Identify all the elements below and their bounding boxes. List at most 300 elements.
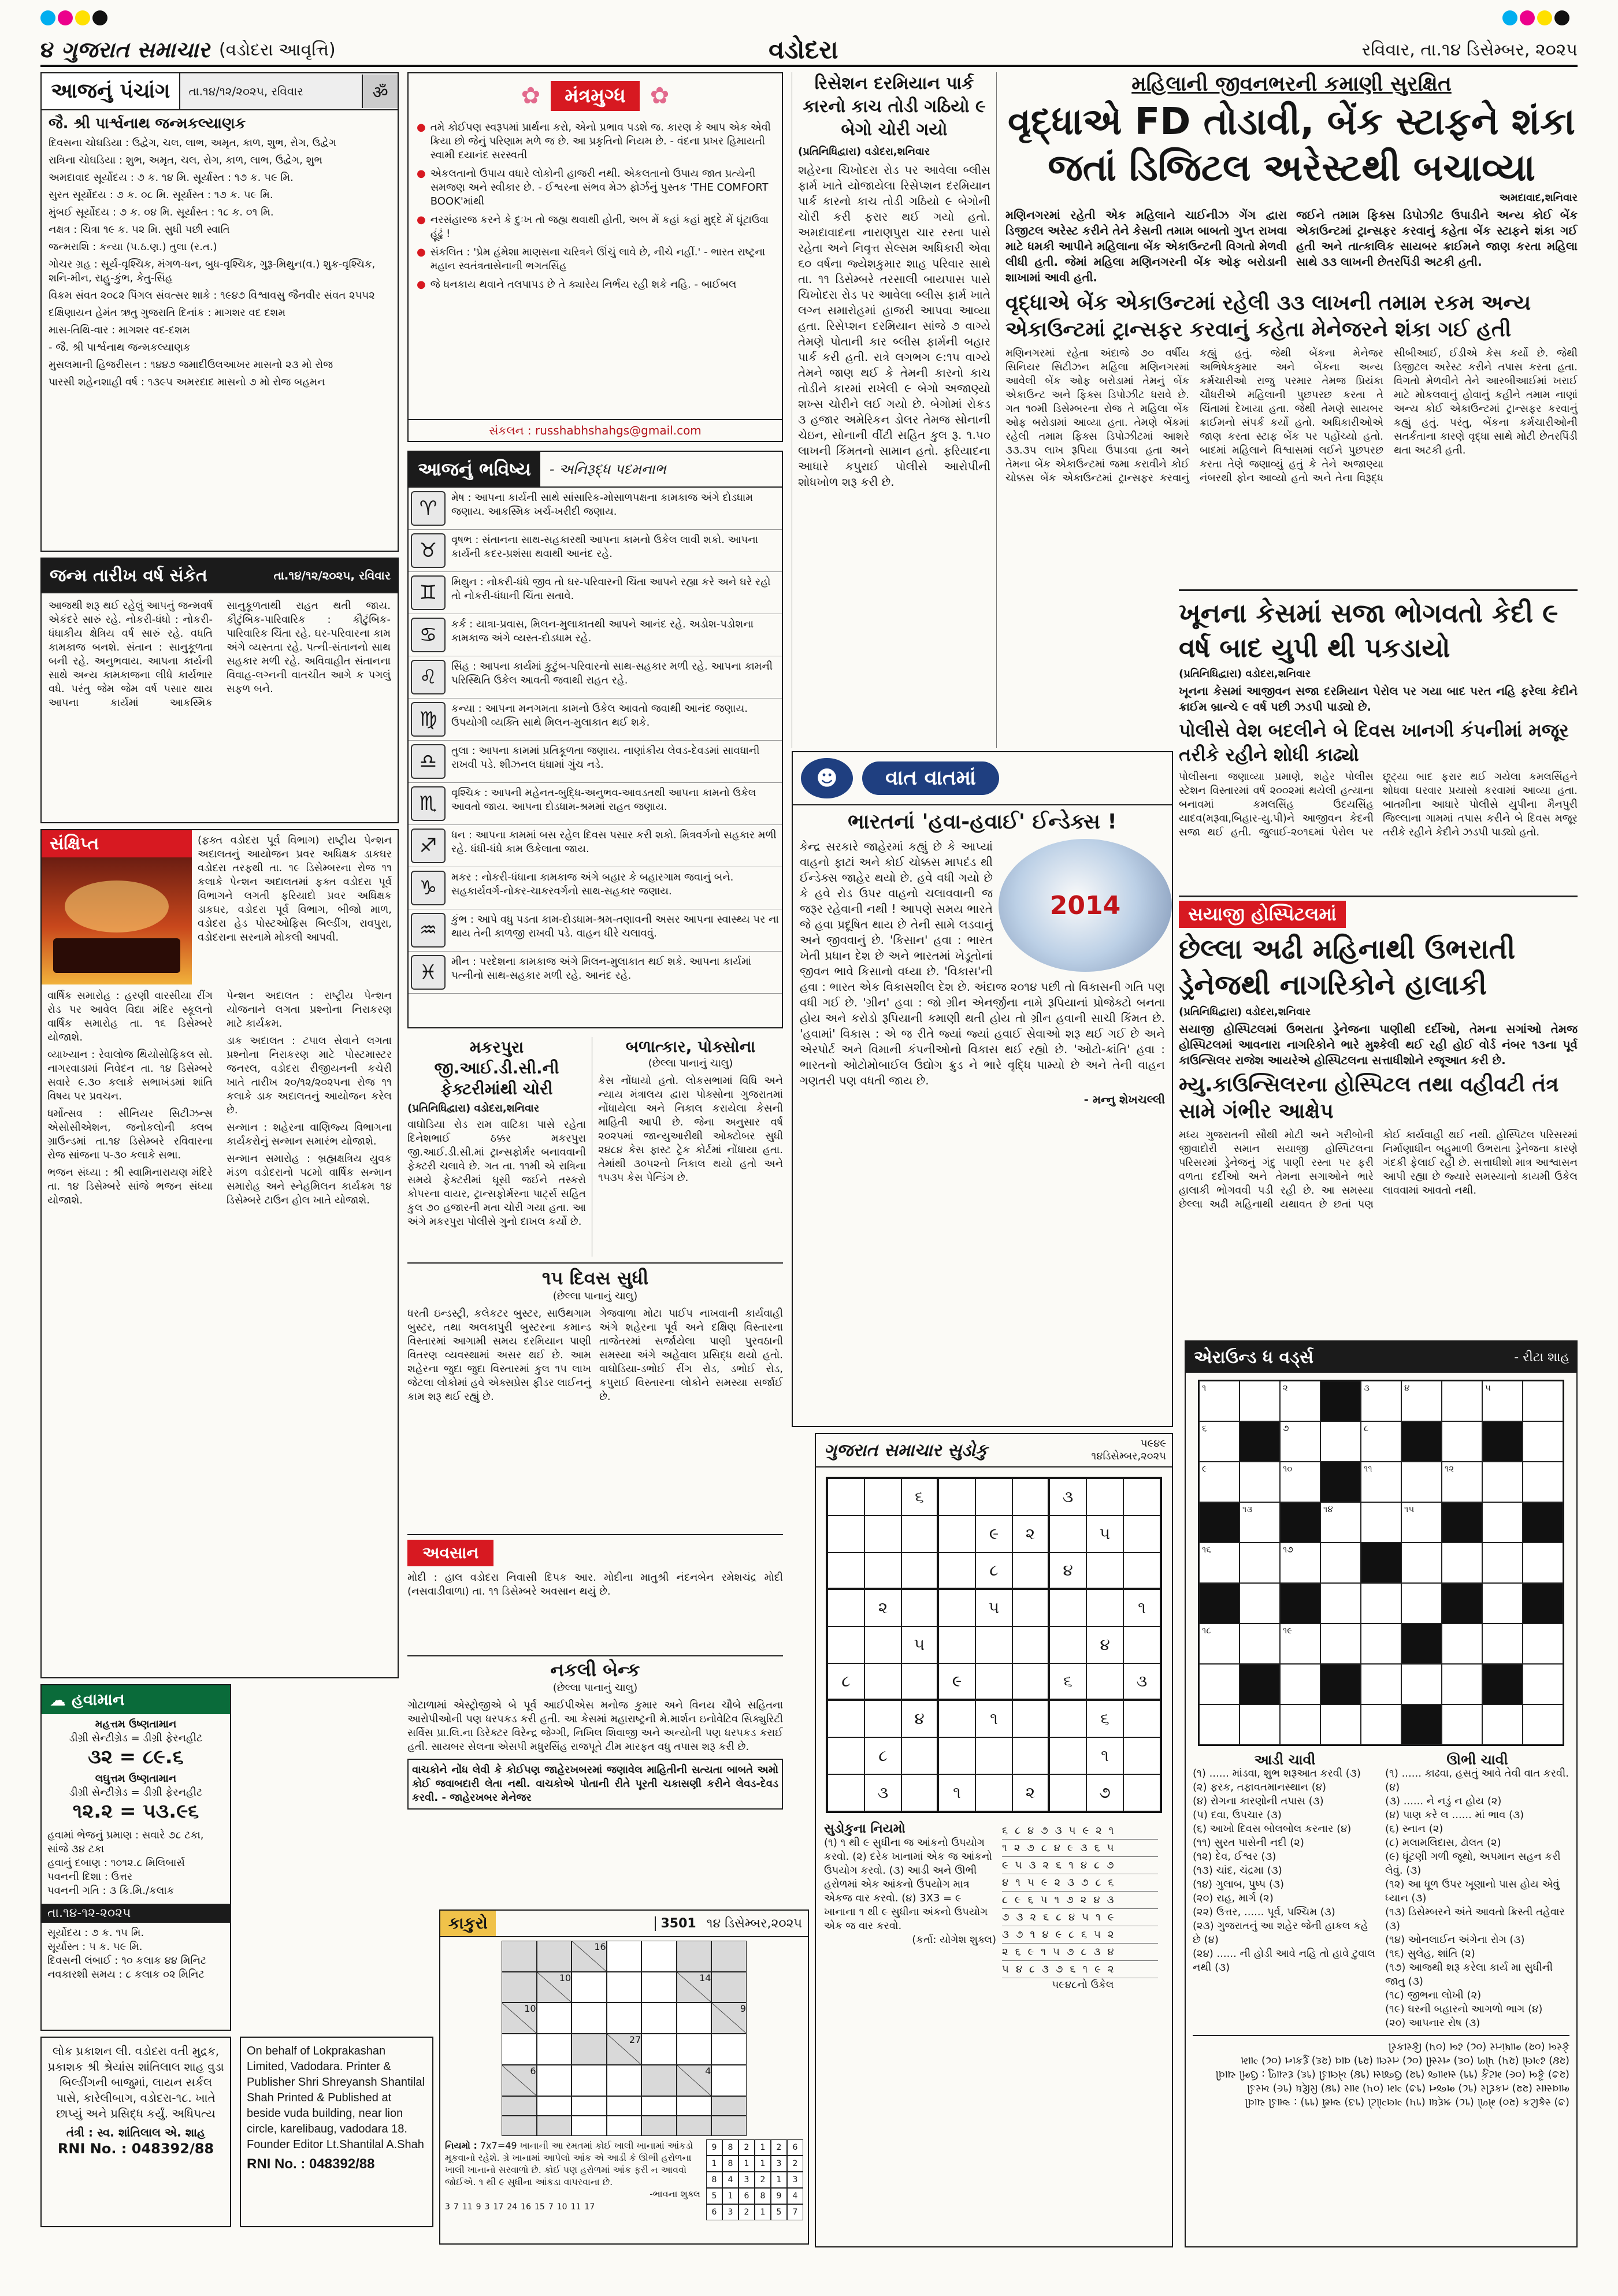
kakuro-input-cell[interactable] — [677, 2096, 712, 2116]
crossword-input-cell[interactable] — [1361, 1421, 1401, 1462]
mantra-item — [417, 278, 774, 292]
sudoku-empty-cell[interactable] — [1123, 1515, 1160, 1552]
sudoku-empty-cell[interactable] — [938, 1737, 975, 1774]
kakuro-grid — [502, 1941, 747, 2136]
zodiac-text: સિંહ : આપના કાર્યમાં કુટુંબ-પરિવારનો સાથ-સહકાર મળી રહે. આપના કામની પરિસ્થિતિ ઉકેલ આવતી જવાથી રાહત રહે. — [451, 660, 773, 686]
lead-dateline: અમદાવાદ,શનિવાર — [1500, 192, 1578, 204]
sudoku-empty-cell[interactable] — [1086, 1589, 1123, 1626]
sudoku-empty-cell[interactable] — [827, 1589, 864, 1626]
crossword-input-cell[interactable] — [1199, 1623, 1240, 1664]
crossword-input-cell[interactable] — [1280, 1381, 1320, 1421]
weather-min-units: ડીગ્રી સેન્ટીગ્રેડ = ડીગ્રી ફેરનહીટ — [69, 1786, 203, 1799]
sudoku-empty-cell[interactable] — [975, 1663, 1012, 1700]
kakuro-solution-cell: 6 — [706, 2204, 722, 2220]
sudoku-given-cell: ૫ — [1086, 1515, 1123, 1552]
sudoku-given-cell: ૧ — [938, 1774, 975, 1811]
crossword-input-cell[interactable] — [1361, 1502, 1401, 1543]
kakuro-number: 3501 — [655, 1916, 700, 1931]
kakuro-clue-cell: 9 — [711, 2003, 747, 2034]
crossword-input-cell[interactable] — [1401, 1543, 1442, 1583]
registration-mark-black — [1554, 10, 1569, 25]
crossword-input-cell[interactable] — [1240, 1704, 1280, 1745]
crossword-input-cell[interactable] — [1482, 1381, 1523, 1421]
kakuro-solution-cell: 2 — [739, 2139, 755, 2156]
sudoku-empty-cell[interactable] — [1049, 1589, 1086, 1626]
kakuro-clue-cell: 14 — [677, 1972, 712, 2003]
crossword-clue-number: ૧૧ — [1364, 1463, 1372, 1474]
kakuro-extra-clue: 15 — [535, 2202, 545, 2212]
down-clue: (૧૭) આજથી શરૂ કરેલા કાર્ય મા સુધીની જાતુ (૩) — [1385, 1961, 1553, 1987]
sudoku-empty-cell[interactable] — [864, 1478, 901, 1515]
sudoku-empty-cell[interactable] — [1049, 1700, 1086, 1737]
kakuro-solution-grid — [706, 2139, 803, 2220]
sudoku-empty-cell[interactable] — [864, 1700, 901, 1737]
kakuro-input-cell[interactable] — [711, 2034, 747, 2065]
across-title: આડી ચાવી — [1254, 1752, 1316, 1768]
crossword-input-cell[interactable] — [1199, 1704, 1240, 1745]
khun-lead: ખૂનના કેસમાં આજીવન સજા દરમિયાન પેરોલ પર ગયા બાદ પરત નહિ ફરેલા કેદીને ક્રાઈમ બ્રાન્ચે ૯ વર્ષ પછી ઝડપી પાડ્યો છે. — [1179, 684, 1578, 714]
sudoku-empty-cell[interactable] — [864, 1552, 901, 1589]
across-clue: (૧૧) સુરત પાસેની નદી (૨) — [1193, 1837, 1304, 1849]
crossword-clue-number: ૮ — [1364, 1423, 1369, 1433]
sudoku-empty-cell[interactable] — [901, 1737, 938, 1774]
kakuro-input-cell[interactable] — [677, 2034, 712, 2065]
down-clue: (૪) પાણ કરે લ ...... માં ભાવ (૩) — [1385, 1809, 1524, 1821]
crossword-input-cell[interactable] — [1361, 1583, 1401, 1623]
kakuro-extra-clue: 16 — [521, 2202, 531, 2212]
across-clue-list — [1193, 1767, 1377, 1975]
sudoku-empty-cell[interactable] — [827, 1478, 864, 1515]
sudoku-empty-cell[interactable] — [864, 1663, 901, 1700]
sudoku-answer-grid — [1002, 1822, 1164, 1978]
crossword-grid — [1198, 1380, 1564, 1746]
crossword-clue-number: ૬ — [1202, 1423, 1207, 1433]
kakuro-extra-clue: 7 — [548, 2202, 554, 2212]
sudoku-given-cell: ૮ — [975, 1552, 1012, 1589]
crossword-answer-line: (૨૭) ફૈબ (૦૯) મટકું (૧૧) સમાજ (૧૨) ઉજાસ (૧૪) ખેલાડી (૧૬) દયાળુ : ઉભી ચાવી — [1215, 2068, 1569, 2080]
zodiac-item — [409, 783, 782, 825]
vaat-headline: ભારતનાં 'હવા-હવાઈ' ઈન્ડેક્સ ! — [848, 810, 1117, 834]
kakuro-solution-cell: 6 — [787, 2139, 803, 2156]
sudoku-empty-cell[interactable] — [827, 1774, 864, 1811]
sudoku-empty-cell[interactable] — [901, 1774, 938, 1811]
sankshipt-box — [40, 829, 399, 1678]
kakuro-solution-cell: 3 — [722, 2204, 739, 2220]
crossword-input-cell[interactable] — [1442, 1421, 1482, 1462]
birthday-text: આજથી શરૂ થઈ રહેલું આપનું જન્મવર્ષ એકંદરે સારું રહે. નોકરી-ધંધો : નોકરી-ધંધાકીય ક્ષેત્રિય વર્ષ સારું રહે. વધતિ કામકાજ બનશે. સંતાન : સાનુકૂળતા બની રહે. અનુભવાય. આપના કાર્યની સાથે અન્ય કામકાજના લીધે કાર્યભાર વધે. પરંતુ જેમ જેમ વર્ષ પસાર થાય આપના કાર્યમાં આકસ્મિક સાનુકૂળતાથી રાહત થતી જાય. કૌટુંબિક-પારિવારિક : કૌટુંબિક-પારિવારિક ચિંતા રહે. ઘર-પરિવારના કામ અંગે વ્યસ્તતા રહે. પત્ની-સંતાનનો સાથ સહકાર મળી રહે. અવિવાહીત સંતાનના વિવાહ-લગ્નની વાતચીત આગે ક પગલું સફળ બને. — [49, 600, 391, 709]
crossword-clue-number: ૧૬ — [1202, 1544, 1211, 1555]
lead-headline-line-2: જતાં ડિજિટલ અરેસ્ટથી બચાવ્યા — [1048, 147, 1535, 190]
crossword-input-cell[interactable] — [1523, 1664, 1563, 1704]
down-clue: (૬) સ્નાન (૨) — [1385, 1823, 1443, 1835]
birthday-title: જન્મ તારીખ વર્ષ સંકેત — [50, 565, 207, 586]
crossword-input-cell[interactable] — [1240, 1462, 1280, 1502]
crossword-black-cell — [1240, 1664, 1280, 1704]
sudoku-empty-cell[interactable] — [1012, 1589, 1049, 1626]
registration-mark-black — [92, 10, 107, 25]
crossword-input-cell[interactable] — [1280, 1704, 1320, 1745]
crossword-input-cell[interactable] — [1401, 1502, 1442, 1543]
kakuro-blank-cell — [641, 2065, 677, 2096]
crossword-input-cell[interactable] — [1482, 1543, 1523, 1583]
kakuro-input-cell[interactable] — [537, 2096, 572, 2116]
crossword-input-cell[interactable] — [1401, 1381, 1442, 1421]
sudoku-empty-cell[interactable] — [864, 1515, 901, 1552]
weather-date: તા.૧૪-૧૨-૨૦૨૫ — [42, 1904, 230, 1923]
kakuro-solution-cell: 7 — [787, 2204, 803, 2220]
sudoku-empty-cell[interactable] — [1123, 1552, 1160, 1589]
crossword-clue-number: ૧૩ — [1242, 1504, 1253, 1514]
sun-time-line: સૂર્યાસ્ત : ૫ ક. ૫૯ મિ. — [47, 1941, 143, 1953]
sudoku-empty-cell[interactable] — [938, 1626, 975, 1663]
kakuro-input-cell[interactable] — [607, 2065, 642, 2096]
crossword-input-cell[interactable] — [1361, 1704, 1401, 1745]
sankshipt-item: પેન્શન અદાલત : રાષ્ટ્રીય પેન્શન યોજનાને લગતા પ્રશ્નોના નિરાકરણ માટે કાર્યક્રમ. — [227, 990, 392, 1030]
kakuro-solution-cell: 1 — [706, 2156, 722, 2172]
sudoku-rules-title: સુડોકુના નિયમો — [824, 1822, 906, 1836]
sudoku-empty-cell[interactable] — [975, 1774, 1012, 1811]
bullet-icon: ● — [417, 168, 426, 180]
crossword-input-cell[interactable] — [1320, 1502, 1361, 1543]
sudoku-empty-cell[interactable] — [1012, 1552, 1049, 1589]
kakuro-input-cell[interactable] — [572, 2003, 607, 2034]
down-clue: (૨૦) આપનાર રોષ (૩) — [1385, 2017, 1480, 2029]
sudoku-empty-cell[interactable] — [901, 1589, 938, 1626]
crossword-input-cell[interactable] — [1482, 1623, 1523, 1664]
sudoku-empty-cell[interactable] — [901, 1552, 938, 1589]
kakuro-extra-clue: 17 — [584, 2202, 595, 2212]
sankshipt-item: સન્માન : શહેરના વાણિજ્ય વિભાગના કાર્યકરોનું સન્માન સમારંભ યોજાશે. — [227, 1121, 392, 1147]
sudoku-empty-cell[interactable] — [901, 1515, 938, 1552]
sudoku-empty-cell[interactable] — [1012, 1737, 1049, 1774]
khun-body: પોલીસના જણાવ્યા પ્રમાણે, શહેર પોલીસ સ્ટેશન વિસ્તારમાં વર્ષ ૨૦૦૨માં થયેલી હત્યાના બનાવમાં કમલસિંહ ઉદયસિંહ યાદવ(મરૂવા,બિહાર-યુ.પી)ને આજીવન કેદની સજા થઈ હતી. જુલાઈ-૨૦૧૬માં પેરોલ પર છૂટ્યા બાદ ફરાર થઈ ગયેલા કમલસિંહને શોધવા ઘરવાર પ્રયાસો કરવામાં આવ્યા હતા. બાતમીના આધારે પોલીસે યુપીના મૈનપુરી જિલ્લાના ગામમાં તપાસ કરીને બે દિવસ મજૂર તરીકે રહીને કેદીને ઝડપી પાડ્યો હતો. — [1179, 771, 1578, 838]
crossword-black-cell — [1320, 1664, 1361, 1704]
zodiac-sign-icon: ♒ — [411, 913, 446, 948]
kakuro-input-cell[interactable] — [641, 1972, 677, 2003]
crossword-input-cell[interactable] — [1523, 1543, 1563, 1583]
kakuro-input-cell[interactable] — [607, 2096, 642, 2116]
kakuro-extra-clue: 11 — [462, 2202, 473, 2212]
zodiac-sign-icon: ♎ — [411, 744, 446, 779]
sudoku-empty-cell[interactable] — [938, 1700, 975, 1737]
sudoku-given-cell: ૮ — [827, 1663, 864, 1700]
sudoku-given-cell: ૪ — [901, 1700, 938, 1737]
sayaji-byline: (પ્રતિનિધિદ્વારા) વડોદરા,શનિવાર — [1179, 1006, 1311, 1018]
crossword-input-cell[interactable] — [1240, 1381, 1280, 1421]
crossword-black-cell — [1442, 1502, 1482, 1543]
registration-mark-magenta — [58, 10, 73, 25]
crossword-input-cell[interactable] — [1523, 1704, 1563, 1745]
crossword-title: એરાઉન્ડ ધ વર્ડ્સ — [1194, 1347, 1314, 1368]
fifteen-headline: ૧૫ દિવસ સુધી — [541, 1267, 649, 1289]
crossword-input-cell[interactable] — [1320, 1623, 1361, 1664]
crossword-input-cell[interactable] — [1523, 1381, 1563, 1421]
panchang-line: મુસલમાની હિજરીસન : ૧૪૪૭ જમાદીઉલઆખર માસનો ૨૩ મો રોજ — [49, 359, 333, 371]
crossword-input-cell[interactable] — [1361, 1381, 1401, 1421]
crossword-black-cell — [1240, 1421, 1280, 1462]
sudoku-empty-cell[interactable] — [1086, 1663, 1123, 1700]
kakuro-blank-cell — [537, 1941, 572, 1972]
panchang-line: દક્ષિણાયન હેમંત ઋતુ ગુજરાતિ દિનાંક : માગશર વદ દશમ — [49, 307, 286, 319]
panchang-line: દિવસના ચોઘડિયા : ઉદ્વેગ, ચલ, લાભ, અમૃત, કાળ, શુભ, રોગ, ઉદ્વેગ — [49, 137, 337, 149]
crossword-input-cell[interactable] — [1320, 1421, 1361, 1462]
crossword-black-cell — [1401, 1623, 1442, 1664]
kakuro-input-cell[interactable] — [572, 2096, 607, 2116]
kakuro-input-cell[interactable] — [502, 2034, 537, 2065]
crossword-input-cell[interactable] — [1240, 1543, 1280, 1583]
kakuro-solution-cell: 1 — [755, 2156, 771, 2172]
crossword-input-cell[interactable] — [1280, 1623, 1320, 1664]
nakli-headline: નકલી બેન્ક — [550, 1659, 640, 1681]
crossword-input-cell[interactable] — [1199, 1664, 1240, 1704]
kakuro-input-cell[interactable] — [572, 1972, 607, 2003]
zodiac-text: કુંભ : આપે વધુ પડતા કામ-દોડધામ-શ્રમ-તણાવની અસર આપના સ્વાસ્થ્ય પર ના થાય તેની કાળજી રાખવી પડે. વાહન ધીરે ચલાવવું. — [451, 913, 779, 939]
sudoku-empty-cell[interactable] — [975, 1626, 1012, 1663]
kakuro-input-cell[interactable] — [607, 2116, 642, 2136]
kakuro-input-cell[interactable] — [711, 2065, 747, 2096]
mantra-item — [417, 121, 774, 162]
crossword-input-cell[interactable] — [1523, 1462, 1563, 1502]
crossword-input-cell[interactable] — [1523, 1623, 1563, 1664]
across-clue: (૧૩) ચાંદ, ચંદ્રમા (૩) — [1193, 1864, 1282, 1877]
across-clue: (૨૩) ગુજરાતનું આ શહેર જેની હાકલ કહે છે (૪) — [1193, 1920, 1368, 1946]
across-clue: (૨) ફરક, તફાવતમાનસ્થાન (૪) — [1193, 1781, 1326, 1793]
makarpura-article — [407, 1037, 592, 1257]
crossword-answer-line: (૭) સ્ફટિક (૨૦) મેળો (૧૮) શ્રદ્ધા (૧૫) ગલગોટો (૧૩) અર્થ (૧૧) : આડી ચાવી — [1245, 2096, 1569, 2108]
crossword-input-cell[interactable] — [1482, 1502, 1523, 1543]
crossword-input-cell[interactable] — [1361, 1623, 1401, 1664]
kakuro-input-cell[interactable] — [572, 2116, 607, 2136]
crossword-input-cell[interactable] — [1361, 1462, 1401, 1502]
kakuro-solution-cell: 1 — [755, 2139, 771, 2156]
crossword-input-cell[interactable] — [1442, 1704, 1482, 1745]
crossword-clue-number: ૧૦ — [1283, 1463, 1293, 1474]
kakuro-input-cell[interactable] — [537, 2003, 572, 2034]
kakuro-input-cell[interactable] — [641, 2034, 677, 2065]
sudoku-empty-cell[interactable] — [938, 1478, 975, 1515]
kakuro-extra-clue: 3 — [445, 2202, 450, 2212]
crossword-input-cell[interactable] — [1482, 1462, 1523, 1502]
zodiac-item — [409, 867, 782, 909]
sudoku-answer-row: ૯૫૩૨૬૧૪૮૭ — [1002, 1857, 1158, 1874]
weather-line: પવનની દિશા : ઉત્તર — [47, 1871, 133, 1883]
crossword-answer-line: ભાવસાર (૨૨) તકદીર (૧૮) ભજન (૧૭) ગમ (૦૫) માર (૧૪) રિદ્ધિ (૧૯) ખરડી — [1246, 2082, 1569, 2094]
across-clue: (૫) દવા, ઉપચાર (૩) — [1193, 1809, 1282, 1821]
kakuro-blank-cell — [711, 2116, 747, 2136]
nakli-sub: (છેલ્લા પાનાનું ચાલુ) — [552, 1682, 638, 1694]
makarpura-headline: મકરપુરા જી.આઈ.ડી.સી.ની ફેક્ટરીમાંથી ચોરી — [434, 1038, 559, 1098]
lotus-icon: ✿ — [521, 83, 541, 109]
crossword-input-cell[interactable] — [1442, 1381, 1482, 1421]
sudoku-empty-cell[interactable] — [827, 1515, 864, 1552]
crossword-input-cell[interactable] — [1199, 1421, 1240, 1462]
crossword-input-cell[interactable] — [1361, 1664, 1401, 1704]
crossword-input-cell[interactable] — [1199, 1543, 1240, 1583]
zodiac-sign-icon: ♐ — [411, 829, 446, 863]
crossword-answer-line: ફેરબ (૦૨) ભાષાંતર (૦૮) ઢબ (૦૫) ફિરાકરી — [1388, 2041, 1569, 2053]
crossword-input-cell[interactable] — [1240, 1583, 1280, 1623]
vaat-body: કેન્દ્ર સરકારે જાહેરમાં કહ્યું છે કે આપ્યાં વાહનો ફાટાં અને કોઈ ચોક્કસ માપદંડ થી ઈન્ડેક્સ જાહેર થયો છે. હવે વધી ગયો છે કે હવે રોડ ઉપર વાહનો ચલાવવાની જ જરૂર રહેવાની નથી ! આપણે સમય ભારતે જે હવા પ્રદૂષિત થાય છે તેની સામે લડવાનું અને જીવવાનું છે. 'કિસાન' હવા : ભારત ખેતી પ્રધાન દેશ છે અને ભારતમાં ખેડૂતોનાં જીવન ભાવે કિસાનો વધ્યા છે. 'વિકાસ'ની હવા : ભારત એક વિકાસશીલ દેશ છે. અંદાજ ૨૦૧૪ પછી તો વિકાસની ગતિ પણ વધી ગઈ છે. 'ગ્રીન' હવા : જો ગ્રીન એનર્જીના નામે રૂપિયાનાં પ્રોજેક્ટો બનતા હોય અને કરોડો રૂપિયાની કમાણી થતી હોય તો ગ્રીન હવાની સાચી કિંમત છે. 'હવામાં' વિકાસ : એ જ રીતે જ્યાં જ્યાં હવાઈ સેવાઓ શરૂ થઈ ગઈ છે અને એરપોર્ટ અને વિમાની કંપનીઓનો વિકાસ થઈ રહ્યો છે. 'ઓટો-ક્રાંતિ' હવા : ભારતનો ઓટોમોબાઈલ ઉદ્યોગ ક્રુડ ને ભારે વૃદ્ધિ પામ્યો છે અને તેની વાહન ગણતરી પણ વધતી જાય છે. — [800, 839, 1165, 1087]
kakuro-input-cell[interactable] — [607, 1972, 642, 2003]
kakuro-title: કાકુરો — [440, 1911, 496, 1936]
crossword-black-cell — [1401, 1421, 1442, 1462]
crossword-input-cell[interactable] — [1442, 1543, 1482, 1583]
panchang-title: આજનું પંચાંગ — [42, 73, 180, 109]
sudoku-empty-cell[interactable] — [938, 1515, 975, 1552]
sudoku-given-cell: ૯ — [975, 1515, 1012, 1552]
imprint-right-text: On behalf of Lokprakashan Limited, Vadodara. Printer & Publisher Shri Shreyansh Shantilal Shah Printed & Published at beside vuda building, near lion circle, karelibaug, vadodara 18. Founder Editor Lt.Shantilal A.Shah — [247, 2045, 425, 2151]
sudoku-answer-row: ૫૪૮૩૭૬૧૯૨ — [1002, 1961, 1158, 1978]
sudoku-empty-cell[interactable] — [827, 1552, 864, 1589]
sudoku-empty-cell[interactable] — [1123, 1737, 1160, 1774]
crossword-input-cell[interactable] — [1401, 1462, 1442, 1502]
panchang-line: સુરત સૂર્યોદય : ૭ ક. ૦૮ મિ. સૂર્યાસ્ત : ૧૭ ક. ૫૯ મિ. — [49, 189, 273, 201]
bullet-icon: ● — [417, 121, 426, 133]
kakuro-rules: નિયમો : 7x7=49 ખાનાની આ રમતમાં કોઈ ખાલી ખાનામાં આંકડો મૂકવાનો રહેશે. ગ્રે ખાનામાં આપેલો આંક એ આડી કે ઊભી હરોળના ખાલી ખાનાનો સરવાળો છે. કોઈ પણ હરોળમાં આંક ફરી ન આવવો જોઈએ. ૧ થી ૯ સુધીના આંકડા વાપરવાના છે. -ભાવના શુક્લ 3 7 11 9 3 17 24 16 15 7 10 11 17 — [445, 2140, 700, 2212]
sudoku-empty-cell[interactable] — [1123, 1700, 1160, 1737]
crossword-input-cell[interactable] — [1280, 1421, 1320, 1462]
mantra-item — [417, 213, 774, 241]
crossword-clue-number: ૫ — [1485, 1383, 1491, 1393]
crossword-input-cell[interactable] — [1401, 1664, 1442, 1704]
crossword-black-cell — [1482, 1664, 1523, 1704]
fifteen-body-2: ગેજવાળા મોટા પાઈપ નાખવાની કાર્યવાહી અંગે શહેરના પૂર્વ અને દક્ષિણ વિસ્તારના તાજેતરમાં સર્જાયેલા પાણી પુરવઠાની સમસ્યા અંગે અહેવાલ પ્રસિદ્ધ થયો હતો. વાઘોડિયા-ડભોઈ રીંગ રોડ, ડભોઈ રોડ, કપુરાઈ વિસ્તારના લોકોને સમસ્યા સર્જાઈ છે. — [599, 1307, 783, 1403]
zodiac-item — [409, 825, 782, 867]
crossword-input-cell[interactable] — [1401, 1583, 1442, 1623]
crossword-input-cell[interactable] — [1199, 1381, 1240, 1421]
zodiac-item — [409, 614, 782, 656]
sudoku-answer-row: ૪૧૫૯૨૩૭૮૬ — [1002, 1874, 1158, 1892]
sudoku-empty-cell[interactable] — [1049, 1737, 1086, 1774]
kakuro-extra-clue: 11 — [570, 2202, 581, 2212]
crossword-input-cell[interactable] — [1240, 1623, 1280, 1664]
weather-line: હવાનું દબાણ : ૧૦૧૨.૮ મિલિબાર્સ — [47, 1857, 185, 1869]
kakuro-input-cell[interactable] — [537, 2065, 572, 2096]
kakuro-input-cell[interactable] — [607, 2003, 642, 2034]
down-clue: (૩) ...... ને નડું ન હોય (૨) — [1385, 1795, 1502, 1807]
weather-line: હવામાં ભેજનું પ્રમાણ : સવારે ૭૮ ટકા, સાંજે ૩૪ ટકા — [47, 1829, 204, 1855]
across-clue: (૧૪) ગુલાબ, પુષ્પ (૩) — [1193, 1878, 1285, 1890]
crossword-input-cell[interactable] — [1523, 1421, 1563, 1462]
across-clue: (૬) આખો દિવસ બોલબોલ કરનાર (૪) — [1193, 1823, 1352, 1835]
crossword-input-cell[interactable] — [1280, 1664, 1320, 1704]
sudoku-empty-cell[interactable] — [1049, 1774, 1086, 1811]
lead-subhead: વૃદ્ધાએ બેંક એકાઉન્ટમાં રહેલી ૩૩ લાખની તમામ રકમ અન્ય એકાઉન્ટમાં ટ્રાન્સફર કરવાનું કહેતા મેનેજરને શંકા ગઈ હતી — [1005, 291, 1531, 341]
kakuro-extra-clue: 9 — [476, 2202, 481, 2212]
kakuro-input-cell[interactable] — [641, 2096, 677, 2116]
sudoku-given-cell: ૨ — [1012, 1774, 1049, 1811]
crossword-input-cell[interactable] — [1442, 1623, 1482, 1664]
kakuro-solution-cell: 8 — [706, 2172, 722, 2188]
nakli-bank-article — [407, 1655, 783, 1904]
registration-mark-magenta — [1520, 10, 1535, 25]
kakuro-blank-cell — [711, 2096, 747, 2116]
panchang-date: તા.૧૪/૧૨/૨૦૨૫, રવિવાર — [188, 84, 303, 98]
sudoku-answer-row: ૨૬૯૧૫૭૮૩૪ — [1002, 1944, 1158, 1961]
zodiac-sign-icon: ♏ — [411, 786, 446, 821]
sudoku-empty-cell[interactable] — [938, 1589, 975, 1626]
weather-title: હવામાન — [72, 1690, 125, 1709]
panchang-line: પારસી શહેનશાહી વર્ષ : ૧૩૯૫ અમરદાદ માસનો ૭ મો રોજ બહમન — [49, 376, 325, 388]
sayaji-headline: છેલ્લા અઢી મહિનાથી ઉભરાતી ડ્રેનેજથી નાગરિકોને હાલાકી — [1179, 933, 1516, 1001]
lead-kicker: મહિલાની જીવનભરની કમાણી સુરક્ષિત — [1131, 72, 1452, 96]
lead-headline-line-1: વૃદ્ધાએ FD તોડાવી, બેંક સ્ટાફને શંકા — [1007, 101, 1575, 143]
crossword-input-cell[interactable] — [1240, 1502, 1280, 1543]
crossword-input-cell[interactable] — [1320, 1704, 1361, 1745]
sudoku-empty-cell[interactable] — [1086, 1478, 1123, 1515]
crossword-input-cell[interactable] — [1442, 1664, 1482, 1704]
sudoku-empty-cell[interactable] — [1123, 1626, 1160, 1663]
zodiac-item — [409, 656, 782, 699]
sudoku-empty-cell[interactable] — [1012, 1700, 1049, 1737]
sudoku-empty-cell[interactable] — [1049, 1626, 1086, 1663]
zodiac-item — [409, 530, 782, 572]
sudoku-empty-cell[interactable] — [1012, 1663, 1049, 1700]
sudoku-given-cell: ૭ — [1086, 1774, 1123, 1811]
bhavishya-author: - અનિરૂદ્ધ પદમનાભ — [549, 461, 666, 477]
zodiac-text: કર્ક : યાત્રા-પ્રવાસ, મિલન-મુલાકાતથી આપને આનંદ રહે. અડોશ-પડોશના કામકાજ અંગે વ્યસ્ત-દોડધામ રહે. — [451, 618, 754, 644]
sudoku-empty-cell[interactable] — [827, 1737, 864, 1774]
kakuro-extra-clue: 17 — [493, 2202, 504, 2212]
sudoku-empty-cell[interactable] — [1012, 1478, 1049, 1515]
crossword-input-cell[interactable] — [1482, 1583, 1523, 1623]
sudoku-empty-cell[interactable] — [827, 1626, 864, 1663]
kakuro-extra-clue: 3 — [484, 2202, 490, 2212]
paper-name: ગુજરાત સમાચાર — [61, 36, 210, 62]
sudoku-empty-cell[interactable] — [1086, 1552, 1123, 1589]
sudoku-given-cell: ૩ — [1123, 1663, 1160, 1700]
sudoku-empty-cell[interactable] — [1123, 1478, 1160, 1515]
zodiac-sign-icon: ♓ — [411, 955, 446, 990]
mantra-footer: સંકલન : russhabhshahgs@gmail.com — [409, 419, 782, 441]
sudoku-empty-cell[interactable] — [1049, 1515, 1086, 1552]
kakuro-input-cell[interactable] — [607, 1941, 642, 1972]
sudoku-empty-cell[interactable] — [1123, 1774, 1160, 1811]
sudoku-empty-cell[interactable] — [1012, 1626, 1049, 1663]
zodiac-item — [409, 699, 782, 741]
kakuro-input-cell[interactable] — [641, 1941, 677, 1972]
zodiac-sign-icon: ♊ — [411, 575, 446, 610]
sayaji-article — [1179, 896, 1578, 1335]
mantra-bullets — [409, 118, 782, 299]
crossword-input-cell[interactable] — [1482, 1704, 1523, 1745]
crossword-input-cell[interactable] — [1280, 1543, 1320, 1583]
crossword-input-cell[interactable] — [1320, 1543, 1361, 1583]
sudoku-empty-cell[interactable] — [901, 1663, 938, 1700]
sudoku-empty-cell[interactable] — [975, 1478, 1012, 1515]
kakuro-input-cell[interactable] — [572, 2065, 607, 2096]
crossword-black-cell — [1523, 1583, 1563, 1623]
mantra-title: મંત્રમુગ્ધ — [551, 81, 640, 111]
bullet-icon: ● — [417, 214, 426, 226]
sudoku-empty-cell[interactable] — [827, 1700, 864, 1737]
crossword-input-cell[interactable] — [1199, 1462, 1240, 1502]
kakuro-input-cell[interactable] — [537, 2034, 572, 2065]
kakuro-input-cell[interactable] — [641, 2003, 677, 2034]
crossword-input-cell[interactable] — [1442, 1462, 1482, 1502]
sudoku-empty-cell[interactable] — [975, 1737, 1012, 1774]
makarpura-byline: (પ્રતિનિધિદ્વારા) વડોદરા,શનિવાર — [407, 1102, 540, 1114]
sudoku-given-cell: ૮ — [864, 1737, 901, 1774]
sudoku-empty-cell[interactable] — [864, 1626, 901, 1663]
crossword-input-cell[interactable] — [1320, 1583, 1361, 1623]
kakuro-input-cell[interactable] — [677, 2003, 712, 2034]
sudoku-empty-cell[interactable] — [938, 1552, 975, 1589]
globe-illustration — [999, 839, 1172, 972]
crossword-input-cell[interactable] — [1280, 1462, 1320, 1502]
down-clue: (૯) ધૂંટણી ગળી જૂથો, અપમાન સહન કરી લેવું. (૩) — [1385, 1851, 1561, 1877]
kakuro-solution-cell: 1 — [771, 2172, 787, 2188]
